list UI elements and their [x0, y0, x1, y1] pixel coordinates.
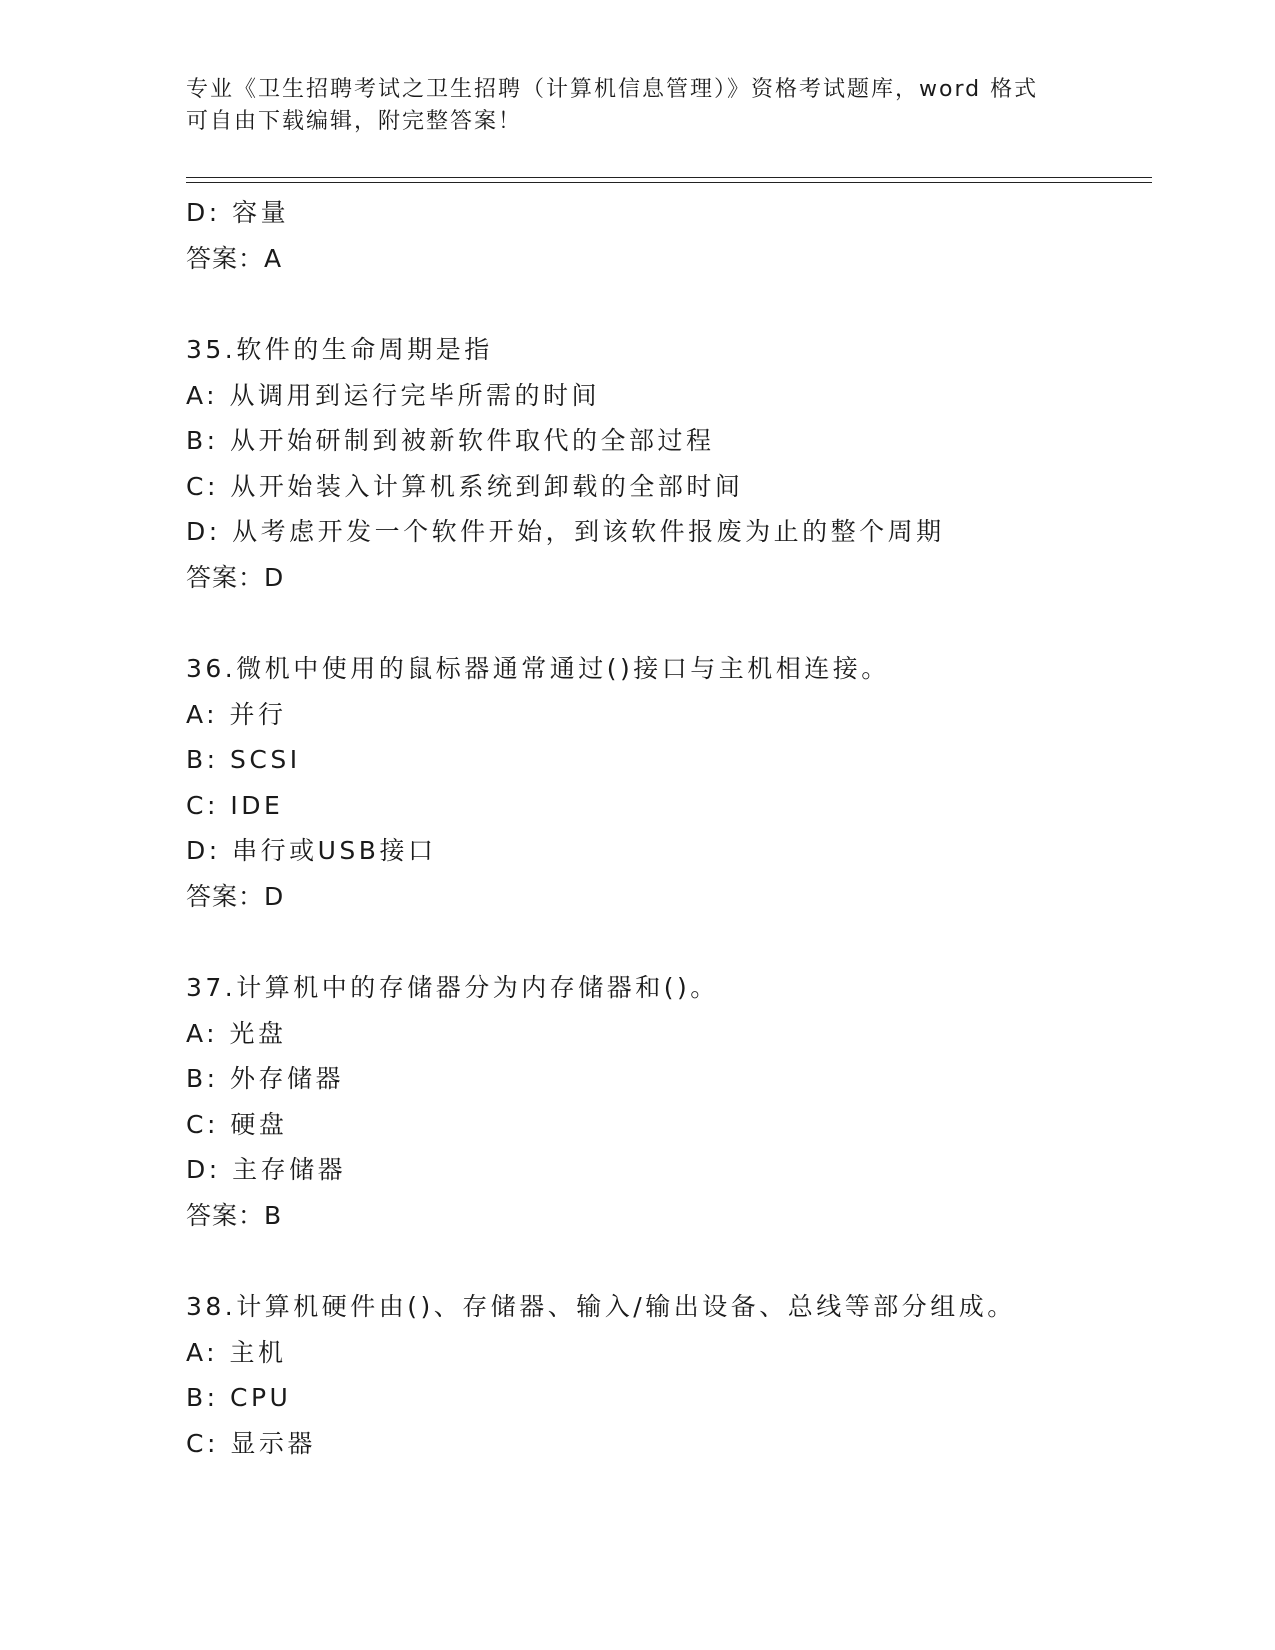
option-d: D: 容量 — [186, 198, 290, 227]
option-a: A: 主机 — [186, 1337, 287, 1367]
question-37 — [186, 965, 1166, 1238]
answer: 答案：D — [186, 881, 285, 911]
option-c: C: 显示器 — [186, 1428, 316, 1458]
option-c: C: IDE — [186, 790, 284, 820]
option-a: A: 光盘 — [186, 1018, 287, 1048]
option-b: B: 外存储器 — [186, 1064, 345, 1093]
option-b: B: CPU — [186, 1383, 292, 1412]
question-stem: 36.微机中使用的鼠标器通常通过()接口与主机相连接。 — [186, 654, 890, 683]
option-d: D: 主存储器 — [186, 1155, 347, 1184]
option-b: B: SCSI — [186, 745, 301, 774]
spacer — [186, 1238, 1166, 1284]
question-list — [186, 190, 1166, 1466]
question-38 — [186, 1284, 1166, 1466]
spacer — [186, 919, 1166, 965]
option-d: D: 从考虑开发一个软件开始，到该软件报废为止的整个周期 — [186, 517, 945, 546]
question-stem: 38.计算机硬件由()、存储器、输入/输出设备、总线等部分组成。 — [186, 1292, 1016, 1321]
header-line-1: 专业《卫生招聘考试之卫生招聘（计算机信息管理）》资格考试题库，word 格式 — [186, 77, 1039, 102]
header-line-2: 可自由下载编辑，附完整答案！ — [186, 109, 523, 134]
header-rule-top — [186, 177, 1152, 178]
document-header — [186, 74, 1086, 138]
option-c: C: 从开始装入计算机系统到卸载的全部时间 — [186, 471, 744, 501]
option-b: B: 从开始研制到被新软件取代的全部过程 — [186, 426, 715, 455]
answer: 答案：D — [186, 562, 285, 592]
question-36 — [186, 646, 1166, 919]
question-stem: 37.计算机中的存储器分为内存储器和()。 — [186, 973, 719, 1002]
option-d: D: 串行或USB接口 — [186, 836, 437, 865]
answer: 答案：A — [186, 243, 283, 273]
question-stem: 35.软件的生命周期是指 — [186, 335, 493, 364]
header-rule-bottom — [186, 182, 1152, 183]
answer: 答案：B — [186, 1200, 283, 1230]
question-35 — [186, 327, 1166, 600]
option-a: A: 并行 — [186, 699, 287, 729]
spacer — [186, 281, 1166, 327]
option-c: C: 硬盘 — [186, 1109, 288, 1139]
option-a: A: 从调用到运行完毕所需的时间 — [186, 380, 601, 410]
spacer — [186, 600, 1166, 646]
